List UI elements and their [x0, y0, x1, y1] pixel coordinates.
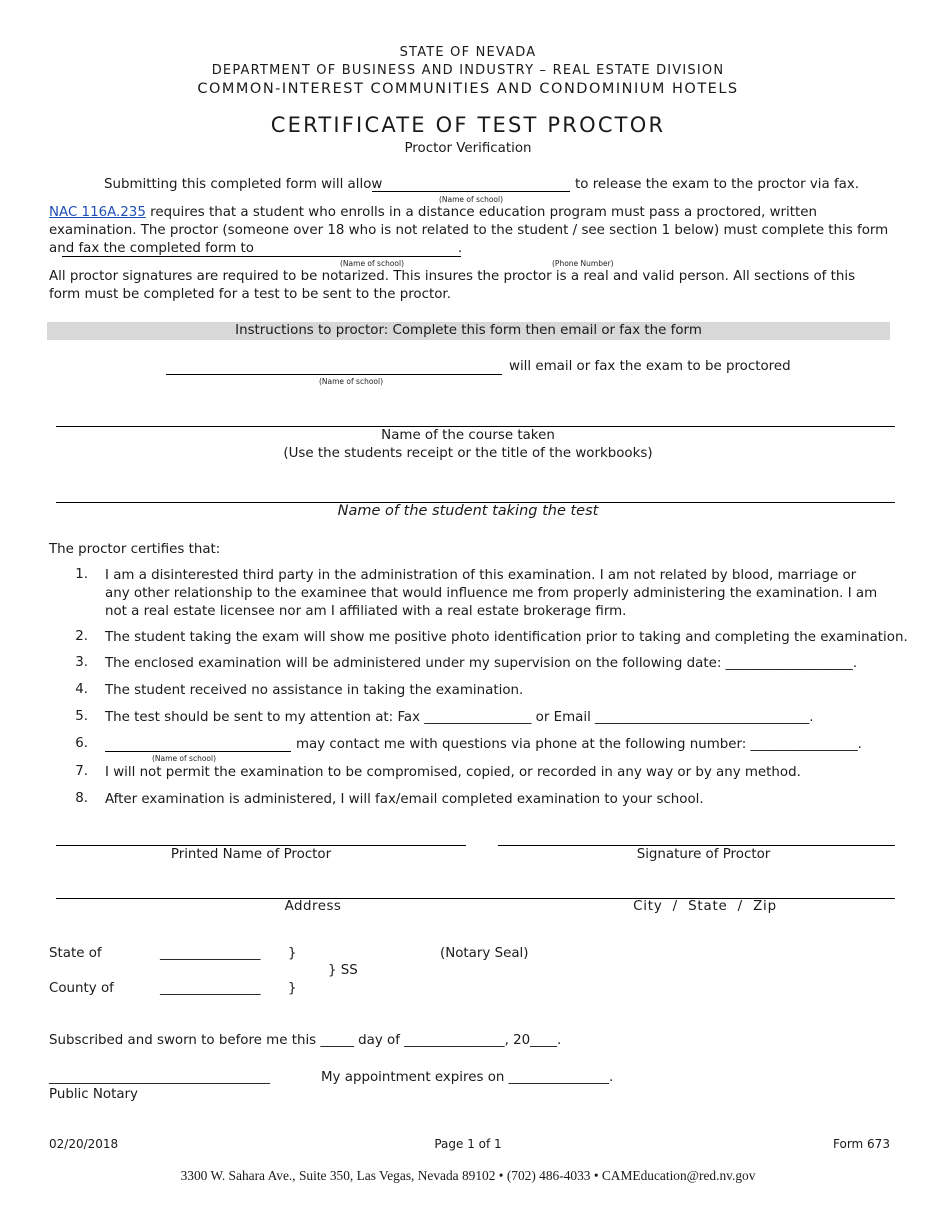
footer-address: 3300 W. Sahara Ave., Suite 350, Las Vegas, Nevada 89102 • (702) 486-4033 • CAMEducation@red.nv.gov — [180, 1168, 756, 1183]
school-name-field-2[interactable] — [166, 374, 502, 375]
email-fax-text: will email or fax the exam to be proctored — [509, 359, 791, 374]
address-label: Address — [284, 899, 342, 914]
school-name-field-3[interactable] — [105, 751, 291, 752]
item-number: 6. — [75, 736, 88, 751]
item-number: 7. — [75, 764, 88, 779]
footer-page: Page 1 of 1 — [434, 1137, 502, 1151]
course-label: Name of the course taken — [381, 428, 555, 443]
notarize-paragraph: All proctor signatures are required to be notarized. This insures the proctor is a real and valid person. All sections of this form must be completed for a test to be sent to the proctor. — [49, 269, 856, 302]
item-number: 4. — [75, 682, 88, 697]
header-state: STATE OF NEVADA — [399, 45, 537, 60]
phone-caption: (Phone Number) — [552, 259, 614, 268]
student-label: Name of the student taking the test — [337, 503, 599, 519]
school-name-caption: (Name of school) — [438, 195, 504, 204]
certify-item-7: I will not permit the examination to be compromised, copied, or recorded in any way or by any method. — [105, 765, 801, 780]
item-number: 8. — [75, 791, 88, 806]
county-of-blank[interactable]: _______________ — [160, 981, 261, 996]
nac-link[interactable]: NAC 116A.235 — [49, 205, 146, 220]
item-number: 5. — [75, 709, 88, 724]
footer-form: Form 673 — [833, 1137, 890, 1151]
instructions-banner-text: Instructions to proctor: Complete this form then email or fax the form — [235, 323, 702, 338]
signature-label: Signature of Proctor — [636, 847, 771, 862]
printed-name-label: Printed Name of Proctor — [170, 847, 332, 862]
certify-item-2: The student taking the exam will show me positive photo identification prior to taking and completing the examination. — [105, 630, 908, 645]
appointment-expires: My appointment expires on _______________. — [321, 1070, 614, 1085]
state-brace: } — [288, 946, 297, 961]
notary-signature-blank[interactable]: _________________________________ — [49, 1070, 270, 1085]
school-fax-field[interactable] — [62, 256, 461, 257]
certify-item-1: I am a disinterested third party in the administration of this examination. I am not related by blood, marriage or any other relationship to the examinee that would influence me from properly administering the examination. I am not a real estate licensee nor am I affiliated with a real estate brokerage firm. — [105, 568, 878, 619]
certifies-heading: The proctor certifies that: — [49, 542, 221, 557]
certify-item-5: The test should be sent to my attention at: Fax ________________ or Email ________________________________. — [105, 710, 814, 725]
item-number: 2. — [75, 629, 88, 644]
city-state-zip-label: City / State / Zip — [633, 899, 777, 914]
county-of-label: County of — [49, 981, 114, 996]
item-number: 3. — [75, 655, 88, 670]
ss-label: } SS — [328, 963, 358, 978]
certify-item-3: The enclosed examination will be administered under my supervision on the following date: ___________________. — [105, 656, 858, 671]
course-hint: (Use the students receipt or the title of the workbooks) — [283, 446, 653, 461]
certify-item-6: may contact me with questions via phone at the following number: ________________. — [296, 737, 862, 752]
certify-item-4: The student received no assistance in taking the examination. — [105, 683, 524, 698]
state-of-blank[interactable]: _______________ — [160, 946, 261, 961]
intro-line1-after: to release the exam to the proctor via fax. — [575, 177, 860, 192]
page-subtitle: Proctor Verification — [404, 141, 532, 156]
header-department: DEPARTMENT OF BUSINESS AND INDUSTRY – REAL ESTATE DIVISION — [211, 63, 725, 78]
county-brace: } — [288, 981, 297, 996]
nac-paragraph-text: requires that a student who enrolls in a distance education program must pass a proctored, written examination. The proctor (someone over 18 who is not related to the student / see section 1 below) must complete this form and fax the completed form to — [49, 205, 889, 256]
sworn-line: Subscribed and sworn to before me this _____ day of _______________, 20____. — [49, 1033, 562, 1048]
certify-item-8: After examination is administered, I will fax/email completed examination to your school. — [105, 792, 704, 807]
school-caption-3: (Name of school) — [318, 377, 384, 386]
school-caption-2: (Name of school) — [340, 259, 405, 268]
header-program: COMMON-INTEREST COMMUNITIES AND CONDOMINIUM HOTELS — [197, 81, 739, 97]
page-title: CERTIFICATE OF TEST PROCTOR — [270, 113, 666, 137]
notary-seal-label: (Notary Seal) — [440, 946, 529, 961]
footer-date: 02/20/2018 — [49, 1137, 119, 1151]
para1-end: . — [458, 241, 463, 256]
intro-line1-before: Submitting this completed form will allow — [104, 177, 383, 192]
public-notary-label: Public Notary — [49, 1087, 138, 1102]
item-number: 1. — [75, 567, 88, 582]
school-name-field[interactable] — [372, 191, 570, 192]
school-caption-4: (Name of school) — [152, 754, 217, 763]
state-of-label: State of — [49, 946, 102, 961]
nac-paragraph — [49, 204, 889, 258]
